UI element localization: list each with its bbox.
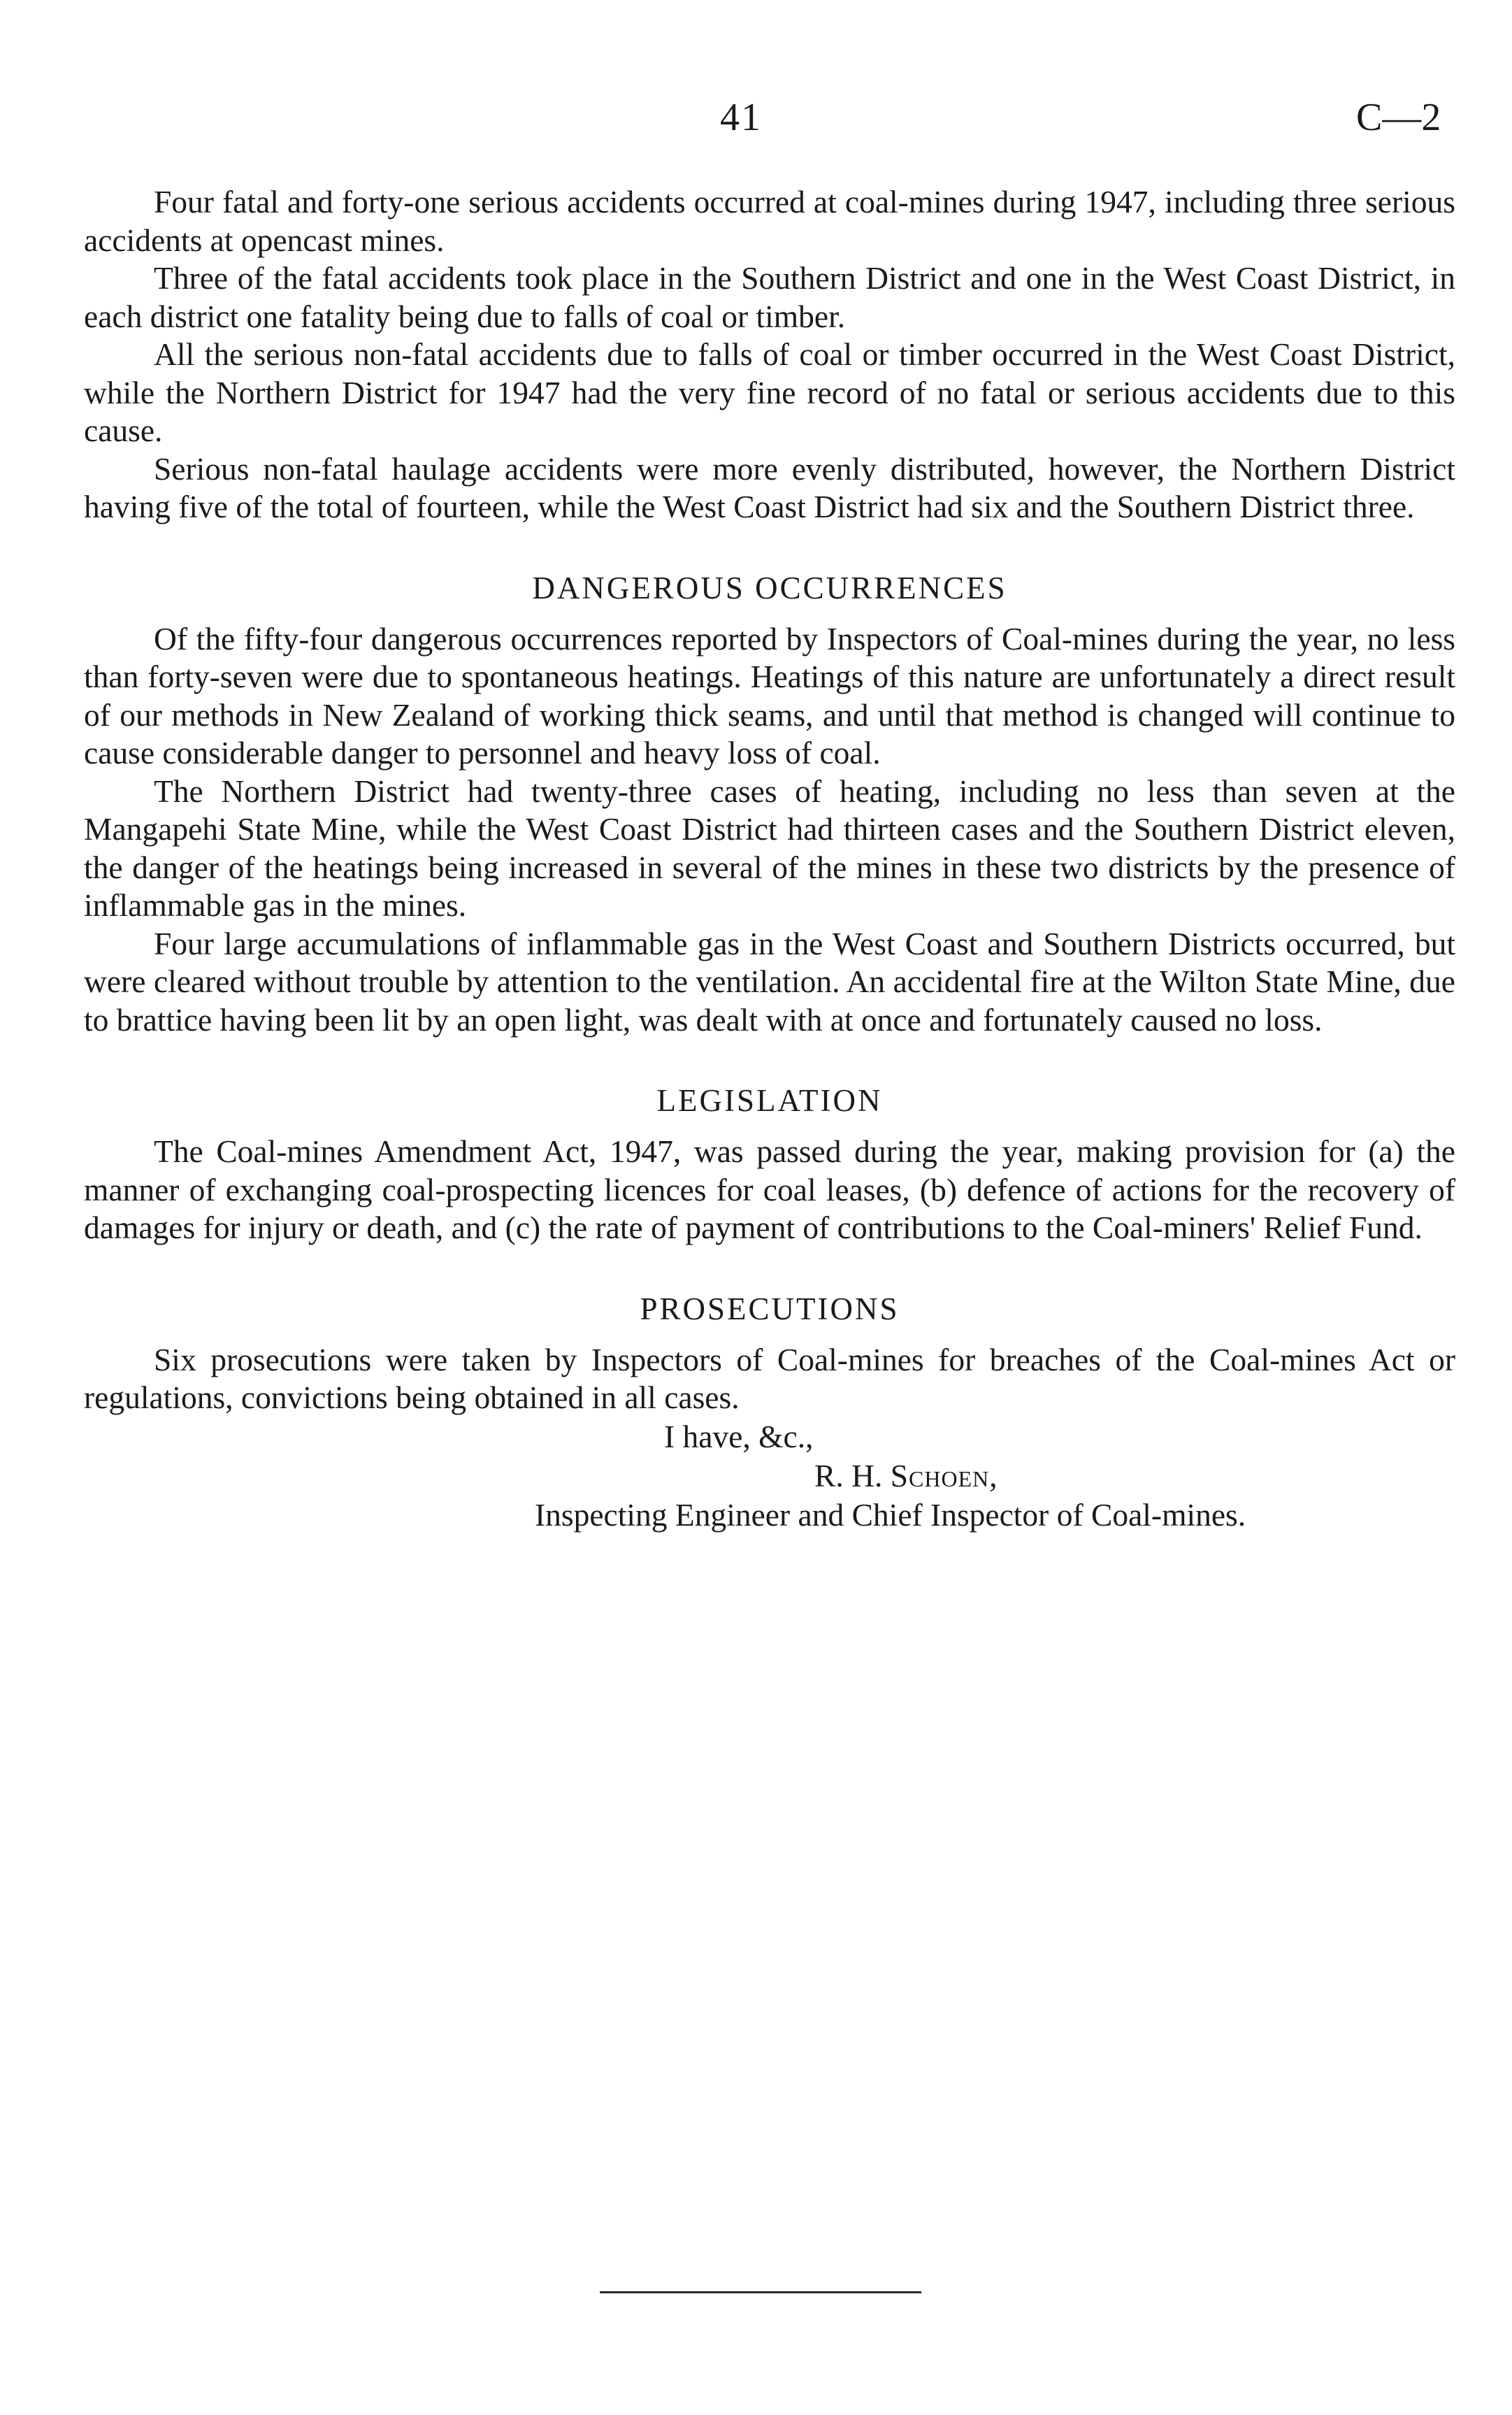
signatory-title: Inspecting Engineer and Chief Inspector of Coal-mines. <box>535 1496 1246 1533</box>
paragraph-falls-of-coal: All the serious non-fatal accidents due to falls of coal or timber occurred in the West Coast District, while the Northern District for 1947 had the very fine record of no fatal or serious accidents due to this cause. <box>84 336 1455 448</box>
signatory-surname: Schoen, <box>890 1457 998 1493</box>
page-number: 41 <box>720 96 762 139</box>
closing-rule <box>600 2291 949 2293</box>
parliamentary-paper-reference: C—2 <box>1356 96 1441 139</box>
paragraph-gas-accumulations: Four large accumulations of inflammable gas in the West Coast and Southern Districts occurred, but were cleared without trouble by attention to the ventilation. An accidental fire at the Wilton State Mine, due to brattice having been lit by an open light, was dealt with at once and fortunately caused no loss. <box>84 925 1455 1038</box>
closing-rule-gap <box>921 2291 949 2293</box>
heading-dangerous-occurrences: DANGEROUS OCCURRENCES <box>532 570 1007 605</box>
signatory-name <box>814 1456 1512 1496</box>
paragraph-fatal-accidents: Four fatal and forty-one serious accidents occurred at coal-mines during 1947, including three serious accidents at opencast mines. <box>84 184 1455 258</box>
signatory-initials: R. H. <box>814 1457 883 1493</box>
heading-legislation: LEGISLATION <box>656 1083 883 1118</box>
paragraph-fatal-locations: Three of the fatal accidents took place in the Southern District and one in the West Coast District, in each district one fatality being due to falls of coal or timber. <box>84 260 1455 334</box>
heading-prosecutions: PROSECUTIONS <box>640 1291 900 1326</box>
paragraph-haulage-accidents: Serious non-fatal haulage accidents were more evenly distributed, however, the Northern District having five of the total of fourteen, while the West Coast District had six and the Southern District three. <box>84 450 1455 524</box>
signature-salutation: I have, &c., <box>664 1418 814 1454</box>
document-body <box>84 183 1455 1535</box>
paragraph-prosecutions: Six prosecutions were taken by Inspectors of Coal-mines for breaches of the Coal-mines Act or regulations, convictions being obtained in all cases. <box>84 1341 1455 1415</box>
page-header <box>0 89 1512 145</box>
signature-block <box>84 1417 1455 1535</box>
paragraph-heating-cases: The Northern District had twenty-three cases of heating, including no less than seven at the Mangapehi State Mine, while the West Coast District had thirteen cases and the Southern District eleven, the danger of the heatings being increased in several of the mines in these two districts by the presence of inflammable gas in the mines. <box>84 773 1455 923</box>
paragraph-spontaneous-heatings: Of the fifty-four dangerous occurrences reported by Inspectors of Coal-mines during the year, no less than forty-seven were due to spontaneous heatings. Heatings of this nature are unfortunately a direct result of our methods in New Zealand of working thick seams, and until that method is changed will continue to cause considerable danger to personnel and heavy loss of coal. <box>84 620 1455 771</box>
paragraph-amendment-act: The Coal-mines Amendment Act, 1947, was passed during the year, making provision for (a) the manner of exchanging coal-prospecting licences for coal leases, (b) defence of actions for the recovery of damages for injury or death, and (c) the rate of payment of contributions to the Coal-miners' Relief Fund. <box>84 1133 1455 1245</box>
